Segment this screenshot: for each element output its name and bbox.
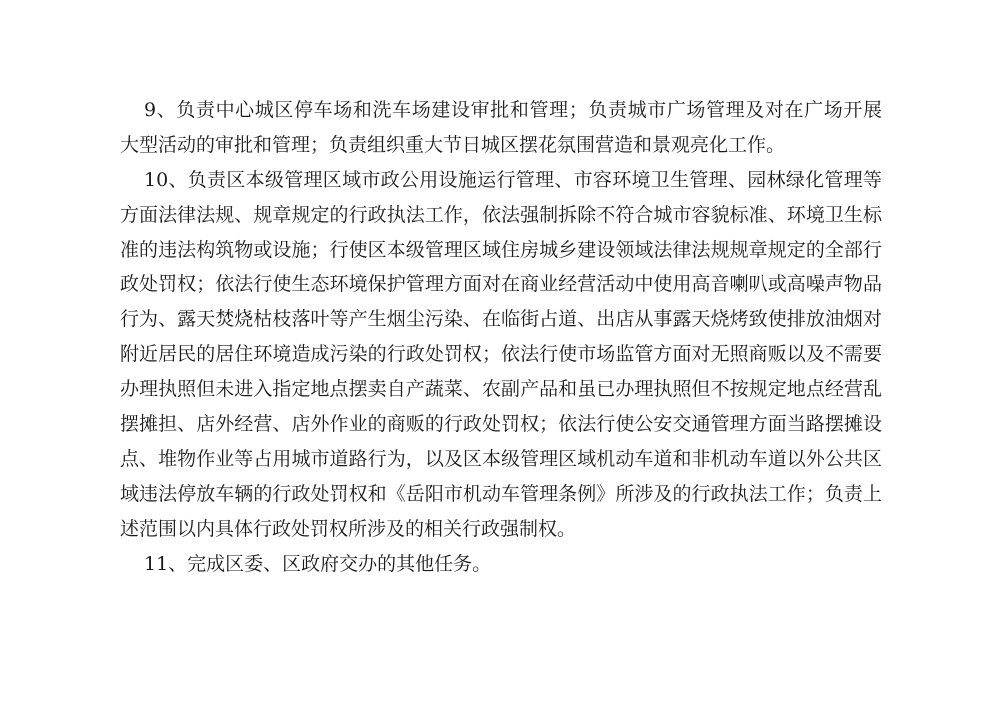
- text-line: 摆摊担、店外经营、店外作业的商贩的行政处罚权；依法行使公安交通管理方面当路摆摊设: [120, 413, 882, 436]
- text-line: 准的违法构筑物或设施；行使区本级管理区域住房城乡建设领域法律法规规章规定的全部行: [120, 238, 882, 261]
- text-line: 附近居民的居住环境造成污染的行政处罚权；依法行使市场监管方面对无照商贩以及不需要: [120, 343, 882, 366]
- text-line: 点、堆物作业等占用城市道路行为，以及区本级管理区域机动车道和非机动车道以外公共区: [120, 447, 882, 470]
- text-line: 域违法停放车辆的行政处罚权和《岳阳市机动车管理条例》所涉及的行政执法工作；负责上: [120, 482, 882, 505]
- paragraph-item-9: [120, 93, 882, 163]
- text-line: 述范围以内具体行政处罚权所涉及的相关行政强制权。: [120, 517, 577, 540]
- body-text: [120, 93, 882, 581]
- text-line: 11、完成区委、区政府交办的其他任务。: [144, 552, 492, 575]
- text-line: 办理执照但未进入指定地点摆卖自产蔬菜、农副产品和虽已办理执照但不按规定地点经营乱: [120, 378, 882, 401]
- text-line: 9、负责中心城区停车场和洗车场建设审批和管理；负责城市广场管理及对在广场开展: [144, 99, 882, 121]
- paragraph-item-10: [120, 163, 882, 547]
- text-line: 大型活动的审批和管理；负责组织重大节日城区摆花氛围营造和景观亮化工作。: [120, 133, 786, 156]
- text-line: 方面法律法规、规章规定的行政执法工作，依法强制拆除不符合城市容貌标准、环境卫生标: [120, 203, 882, 226]
- text-line: 10、负责区本级管理区域市政公用设施运行管理、市容环境卫生管理、园林绿化管理等: [144, 168, 882, 191]
- text-line: 政处罚权；依法行使生态环境保护管理方面对在商业经营活动中使用高音喇叭或高噪声物品: [120, 273, 882, 296]
- text-line: 行为、露天焚烧枯枝落叶等产生烟尘污染、在临街占道、出店从事露天烧烤致使排放油烟对: [120, 308, 882, 331]
- paragraph-item-11: [120, 547, 882, 582]
